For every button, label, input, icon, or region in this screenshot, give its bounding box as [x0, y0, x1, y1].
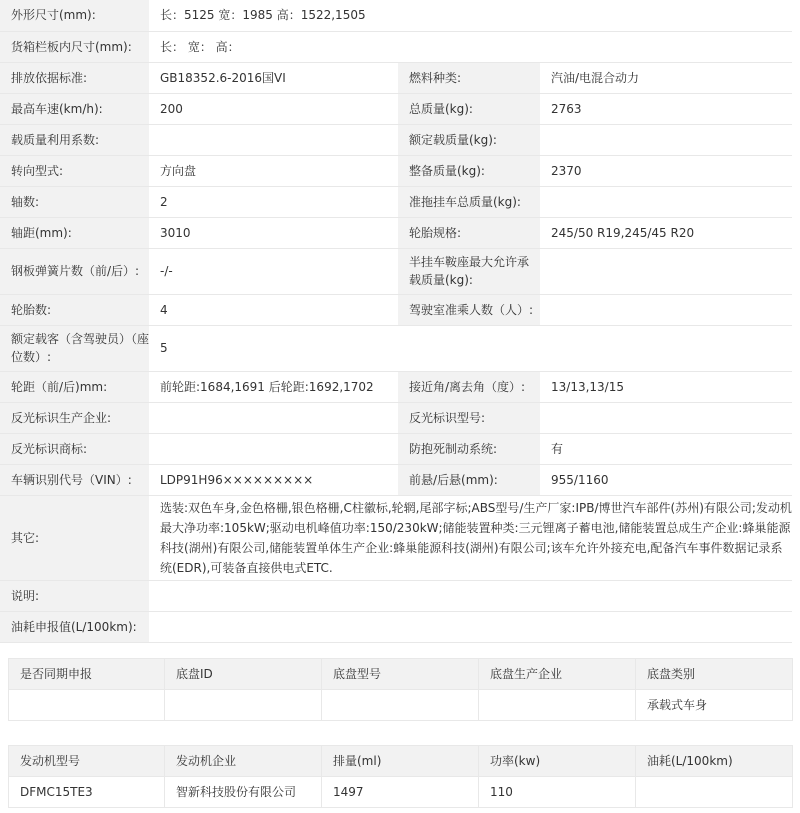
spec-row	[0, 611, 792, 642]
spec-label: 车辆识别代号（VIN）:	[0, 464, 149, 495]
engine-header-cell: 发动机型号	[9, 746, 165, 777]
chassis-header-cell: 底盘生产企业	[479, 659, 636, 690]
engine-header-cell: 功率(kw)	[479, 746, 636, 777]
spec-row	[0, 217, 792, 248]
spec-label: 总质量(kg):	[398, 93, 540, 124]
spec-label: 驾驶室准乘人数（人）:	[398, 294, 540, 325]
spec-row	[0, 433, 792, 464]
spec-row	[0, 248, 792, 294]
engine-cell: 110	[479, 777, 636, 808]
spec-label: 接近角/离去角（度）:	[398, 371, 540, 402]
spec-value: 2370	[540, 155, 792, 186]
spec-value: 长：5125 宽：1985 高：1522,1505	[149, 0, 792, 31]
spec-row	[0, 186, 792, 217]
engine-data-row	[9, 777, 793, 808]
spec-row	[0, 155, 792, 186]
spec-label: 反光标识型号:	[398, 402, 540, 433]
spec-value: 4	[149, 294, 398, 325]
engine-table	[8, 745, 793, 808]
spec-label: 轮胎数:	[0, 294, 149, 325]
engine-cell: 智新科技股份有限公司	[165, 777, 322, 808]
spec-label: 反光标识商标:	[0, 433, 149, 464]
spec-label: 说明:	[0, 580, 149, 611]
chassis-cell	[322, 690, 479, 721]
spec-value: GB18352.6-2016国VI	[149, 62, 398, 93]
engine-header-cell: 油耗(L/100km)	[636, 746, 793, 777]
chassis-cell	[165, 690, 322, 721]
spec-label: 轮距（前/后)mm:	[0, 371, 149, 402]
spec-value: 955/1160	[540, 464, 792, 495]
spec-label: 钢板弹簧片数（前/后）:	[0, 248, 149, 294]
spec-value	[149, 611, 792, 642]
chassis-header-cell: 底盘ID	[165, 659, 322, 690]
spec-value: -/-	[149, 248, 398, 294]
spec-value	[540, 248, 792, 294]
spec-label: 轴数:	[0, 186, 149, 217]
spec-value: 前轮距:1684,1691 后轮距:1692,1702	[149, 371, 398, 402]
spec-value: 长： 宽： 高：	[149, 31, 792, 62]
spec-label: 额定载质量(kg):	[398, 124, 540, 155]
spec-row	[0, 0, 792, 31]
chassis-data-row	[9, 690, 793, 721]
chassis-cell: 承载式车身	[636, 690, 793, 721]
engine-cell: DFMC15TE3	[9, 777, 165, 808]
spec-row	[0, 371, 792, 402]
chassis-cell	[9, 690, 165, 721]
spec-label: 轮胎规格:	[398, 217, 540, 248]
spec-label: 半挂车鞍座最大允许承载质量(kg):	[398, 248, 540, 294]
engine-header-cell: 发动机企业	[165, 746, 322, 777]
spec-value	[149, 402, 398, 433]
engine-cell	[636, 777, 793, 808]
spec-row	[0, 580, 792, 611]
spec-label: 其它:	[0, 495, 149, 580]
spec-value	[149, 124, 398, 155]
spec-value	[149, 580, 792, 611]
spec-value	[540, 186, 792, 217]
chassis-header-cell: 底盘类别	[636, 659, 793, 690]
spec-row	[0, 325, 792, 371]
chassis-table	[8, 658, 793, 721]
spec-label: 防抱死制动系统:	[398, 433, 540, 464]
spec-value: 245/50 R19,245/45 R20	[540, 217, 792, 248]
spec-label: 准拖挂车总质量(kg):	[398, 186, 540, 217]
spec-label: 外形尺寸(mm):	[0, 0, 149, 31]
spec-value: 有	[540, 433, 792, 464]
spec-row	[0, 294, 792, 325]
spec-value	[540, 402, 792, 433]
spec-label: 前悬/后悬(mm):	[398, 464, 540, 495]
engine-header-row	[9, 746, 793, 777]
spec-label: 额定载客（含驾驶员）（座位数）:	[0, 325, 149, 371]
spec-label: 最高车速(km/h):	[0, 93, 149, 124]
chassis-header-cell: 是否同期申报	[9, 659, 165, 690]
spec-label: 整备质量(kg):	[398, 155, 540, 186]
engine-cell: 1497	[322, 777, 479, 808]
spec-row	[0, 495, 792, 580]
chassis-header-cell: 底盘型号	[322, 659, 479, 690]
spec-label: 轴距(mm):	[0, 217, 149, 248]
spec-value: 汽油/电混合动力	[540, 62, 792, 93]
spec-row	[0, 62, 792, 93]
engine-header-cell: 排量(ml)	[322, 746, 479, 777]
spec-label: 货箱栏板内尺寸(mm):	[0, 31, 149, 62]
spec-label: 排放依据标准:	[0, 62, 149, 93]
spec-value: 13/13,13/15	[540, 371, 792, 402]
chassis-header-row	[9, 659, 793, 690]
spec-value	[540, 294, 792, 325]
spec-row	[0, 402, 792, 433]
spec-label: 燃料种类:	[398, 62, 540, 93]
chassis-cell	[479, 690, 636, 721]
spec-label: 油耗申报值(L/100km):	[0, 611, 149, 642]
spec-value	[149, 433, 398, 464]
spec-row	[0, 464, 792, 495]
spec-label: 反光标识生产企业:	[0, 402, 149, 433]
spec-row	[0, 124, 792, 155]
spec-value-other: 选装:双色车身,金色格栅,银色格栅,C柱徽标,轮辋,尾部字标;ABS型号/生产厂家:IPB/博世汽车部件(苏州)有限公司;发动机最大净功率:105kW;驱动电机峰值功率:150/230kW;储能装置种类:三元锂离子蓄电池,储能装置总成生产企业:蜂巢能源科技(湖州)有限公司,储能装置单体生产企业:蜂巢能源科技(湖州)有限公司;该车允许外接充电,配备汽车事件数据记录系统(EDR),可装备直接供电式ETC.	[149, 495, 792, 580]
spec-value: 5	[149, 325, 792, 371]
spec-value: 3010	[149, 217, 398, 248]
spec-label: 载质量利用系数:	[0, 124, 149, 155]
spec-label: 转向型式:	[0, 155, 149, 186]
spec-value: LDP91H96×××××××××	[149, 464, 398, 495]
spec-value: 方向盘	[149, 155, 398, 186]
spec-value: 200	[149, 93, 398, 124]
spec-row	[0, 93, 792, 124]
spec-row	[0, 31, 792, 62]
spec-value	[540, 124, 792, 155]
spec-value: 2	[149, 186, 398, 217]
spec-value: 2763	[540, 93, 792, 124]
